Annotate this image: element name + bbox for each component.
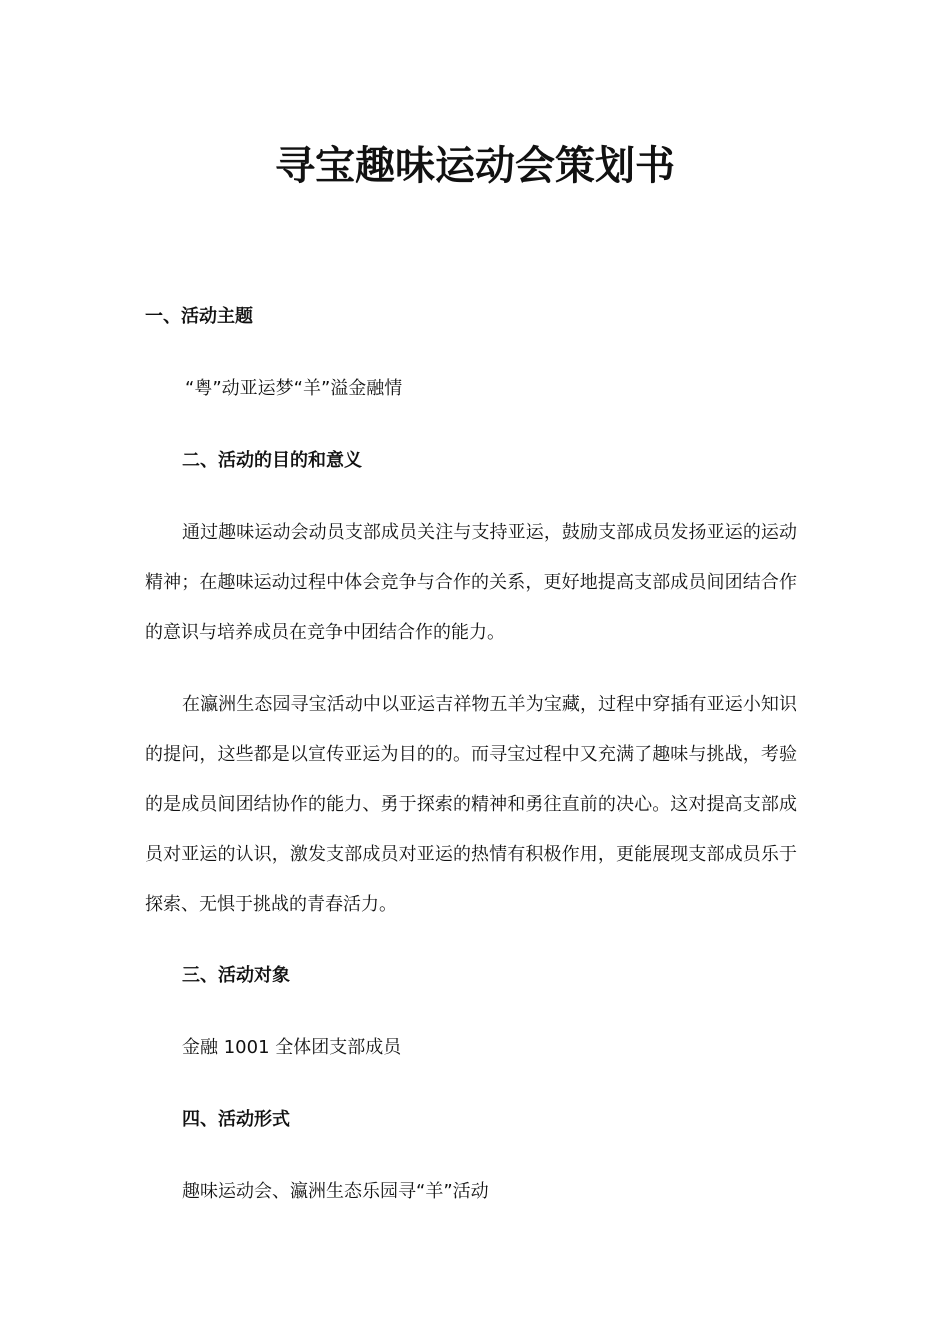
section-paragraph-purpose-2: 在瀛洲生态园寻宝活动中以亚运吉祥物五羊为宝藏，过程中穿插有亚运小知识的提问，这些都是以宣传亚运为目的的。而寻宝过程中又充满了趣味与挑战，考验的是成员间团结协作的能力、勇于探索的精神和勇往直前的决心。这对提高支部成员对亚运的认识，激发支部成员对亚运的热情有积极作用，更能展现支部成员乐于探索、无惧于挑战的青春活力。 [145,694,797,915]
section-heading-purpose: 二、活动的目的和意义 [182,450,362,471]
document-title: 寻宝趣味运动会策划书 [275,143,675,189]
section-heading-theme: 一、活动主题 [145,306,253,327]
section-body-format: 趣味运动会、瀛洲生态乐园寻“羊”活动 [182,1181,489,1202]
section-heading-audience: 三、活动对象 [182,965,290,986]
section-body-theme: “粤”动亚运梦“羊”溢金融情 [185,378,403,399]
section-paragraph-purpose-1: 通过趣味运动会动员支部成员关注与支持亚运，鼓励支部成员发扬亚运的运动精神；在趣味运动过程中体会竞争与合作的关系，更好地提高支部成员间团结合作的意识与培养成员在竞争中团结合作的能力。 [145,522,797,643]
section-heading-format: 四、活动形式 [182,1109,290,1130]
section-body-audience: 金融 1001 全体团支部成员 [182,1037,402,1058]
